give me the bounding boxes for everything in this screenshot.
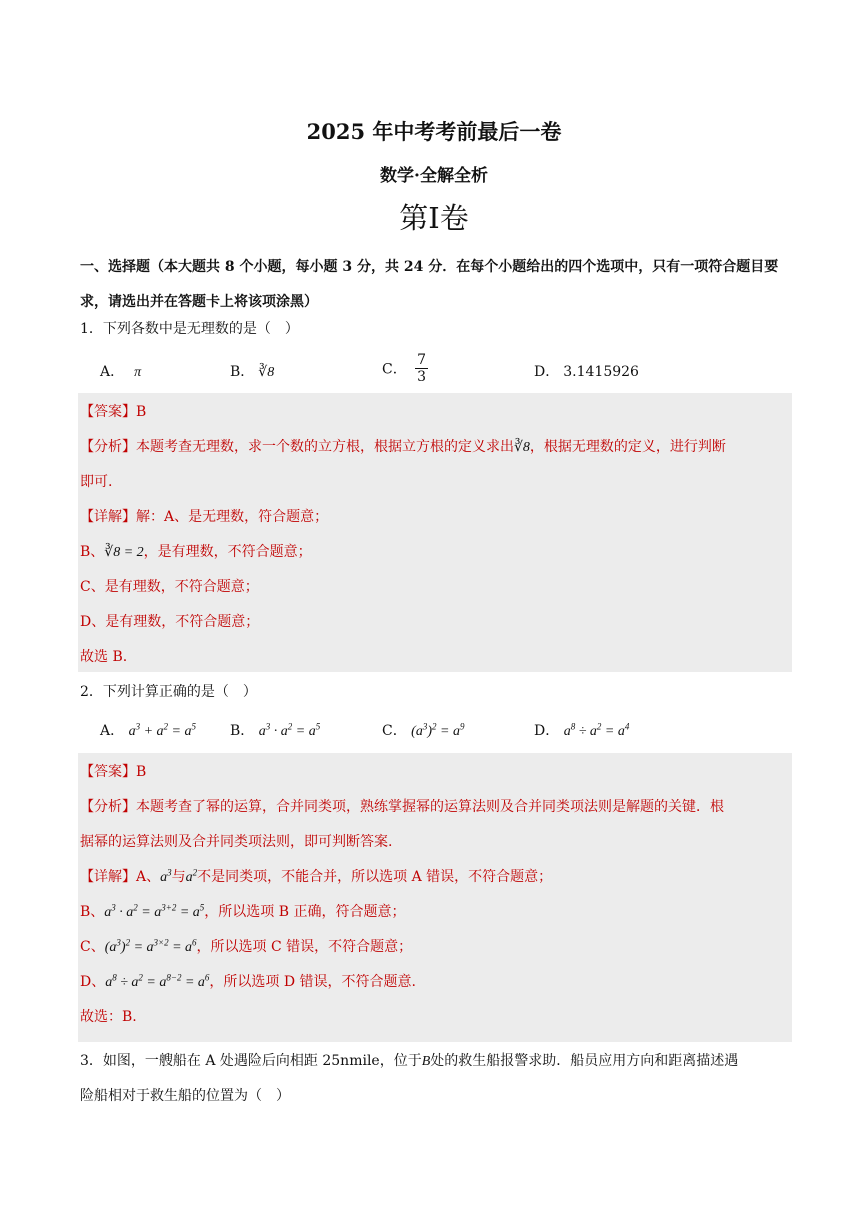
q1-option-a [100, 361, 141, 381]
q1-answer: 【答案】B [80, 404, 147, 420]
option-label: B． [230, 364, 255, 380]
q2-option-a [100, 720, 196, 740]
detail-math: $a^3$ [160, 867, 172, 885]
document-title: 2025 年中考考前最后一卷 [306, 119, 562, 144]
q2-analysis-line-1 [80, 796, 724, 816]
detail-text: D、 [80, 974, 106, 990]
option-label: C． [382, 723, 407, 739]
q1-option-d [534, 361, 639, 381]
option-label: A． [100, 723, 125, 739]
q1-analysis-line-1 [80, 436, 726, 456]
option-label: C． [382, 361, 407, 378]
option-value: ∛8 [258, 365, 275, 380]
q2-option-d [534, 720, 629, 740]
fraction-numerator: 7 [417, 352, 427, 368]
q1-detail-line-4: D、是有理数，不符合题意； [80, 614, 260, 630]
detail-tag: 【详解】 [80, 509, 136, 525]
volume-heading: 第I卷 [399, 201, 469, 235]
analysis-text: ，根据无理数的定义，进行判断 [529, 439, 726, 455]
q2-detail-line-d [80, 971, 416, 991]
detail-text: A、 [136, 869, 161, 885]
document-subtitle: 数学·全解全析 [380, 166, 488, 186]
section-heading: 一、选择题（本大题共 8 个小题，每小题 3 分，共 24 分．在每个小题给出的四个选项中，只有一项符合题目要求，请选出并在答题卡上将该项涂黑） [80, 259, 779, 310]
detail-text: B、 [80, 904, 105, 920]
q1-option-b [230, 361, 274, 381]
option-expression: $(a^3)^2 = a^9$ [411, 721, 465, 739]
analysis-text: 本题考查了幂的运算，合并同类项，熟练掌握幂的运算法则及合并同类项法则是解题的关键．根 [136, 799, 724, 815]
option-value: 3.1415926 [563, 364, 639, 380]
option-label: B． [230, 723, 255, 739]
question-3-stem-line-2: 险船相对于救生船的位置为（ ） [80, 1088, 290, 1104]
detail-text: C、 [80, 939, 105, 955]
q2-analysis-line-2: 据幂的运算法则及合并同类项法则，即可判断答案. [80, 834, 393, 850]
q2-detail-line-c [80, 936, 412, 956]
q1-conclusion: 故选 B. [80, 649, 128, 665]
option-expression: $a^3 \cdot a^2 = a^5$ [258, 721, 321, 739]
detail-text: B、 [80, 544, 105, 560]
q1-option-c [382, 352, 428, 385]
fraction-denominator: 3 [417, 369, 427, 385]
detail-text: ，所以选项 D 错误，不符合题意. [209, 974, 416, 990]
detail-math: $a^2$ [185, 867, 198, 885]
question-1-stem: 1．下列各数中是无理数的是（ ） [80, 321, 299, 337]
analysis-text: 本题考查无理数，求一个数的立方根，根据立方根的定义求出 [136, 439, 514, 455]
detail-text: 解：A、是无理数，符合题意； [136, 509, 329, 525]
stem-text: 3．如图，一艘船在 A 处遇险后向相距 25nmile，位于 [80, 1053, 422, 1069]
analysis-tag: 【分析】 [80, 799, 136, 815]
q2-answer-panel [78, 753, 792, 1042]
option-expression: $a^3 + a^2 = a^5$ [128, 721, 196, 739]
detail-math: $a^3 \cdot a^2 = a^{3+2} = a^5$ [104, 902, 205, 920]
q2-answer: 【答案】B [80, 764, 147, 780]
detail-text: 不是同类项，不能合并，所以选项 A 错误，不符合题意； [197, 869, 553, 885]
q1-analysis-line-2: 即可. [80, 474, 113, 490]
detail-text: ，所以选项 B 正确，符合题意； [204, 904, 406, 920]
analysis-math: ∛8 [514, 440, 530, 455]
q1-answer-panel [78, 393, 792, 672]
question-2-stem: 2．下列计算正确的是（ ） [80, 684, 257, 700]
option-label: A． [100, 364, 125, 380]
detail-text: 与 [171, 869, 186, 885]
detail-math: ∛8 = 2 [104, 545, 144, 560]
option-label: D． [534, 364, 560, 380]
q1-detail-line-3: C、是有理数，不符合题意； [80, 579, 259, 595]
q2-option-c [382, 720, 464, 740]
q2-option-b [230, 720, 320, 740]
stem-text: 处的救生船报警求助．船员应用方向和距离描述遇 [430, 1053, 739, 1069]
q1-detail-line-2 [80, 541, 312, 561]
stem-math: B [421, 1054, 431, 1069]
q2-conclusion: 故选：B. [80, 1009, 137, 1025]
q1-detail-line-1 [80, 506, 328, 526]
q2-detail-line-b [80, 901, 405, 921]
detail-text: ，是有理数，不符合题意； [143, 544, 312, 560]
q2-detail-line-a [80, 866, 552, 886]
fraction [415, 352, 428, 385]
detail-math: $(a^3)^2 = a^{3\times 2} = a^6$ [104, 937, 197, 955]
question-3-stem-line-1 [80, 1050, 738, 1070]
detail-math: $a^8 \div a^2 = a^{8-2} = a^6$ [105, 972, 210, 990]
option-value: π [134, 365, 142, 380]
option-expression: $a^8 \div a^2 = a^4$ [563, 721, 630, 739]
detail-text: ，所以选项 C 错误，不符合题意； [196, 939, 413, 955]
detail-tag: 【详解】 [80, 869, 136, 885]
analysis-tag: 【分析】 [80, 439, 136, 455]
option-label: D． [534, 723, 560, 739]
